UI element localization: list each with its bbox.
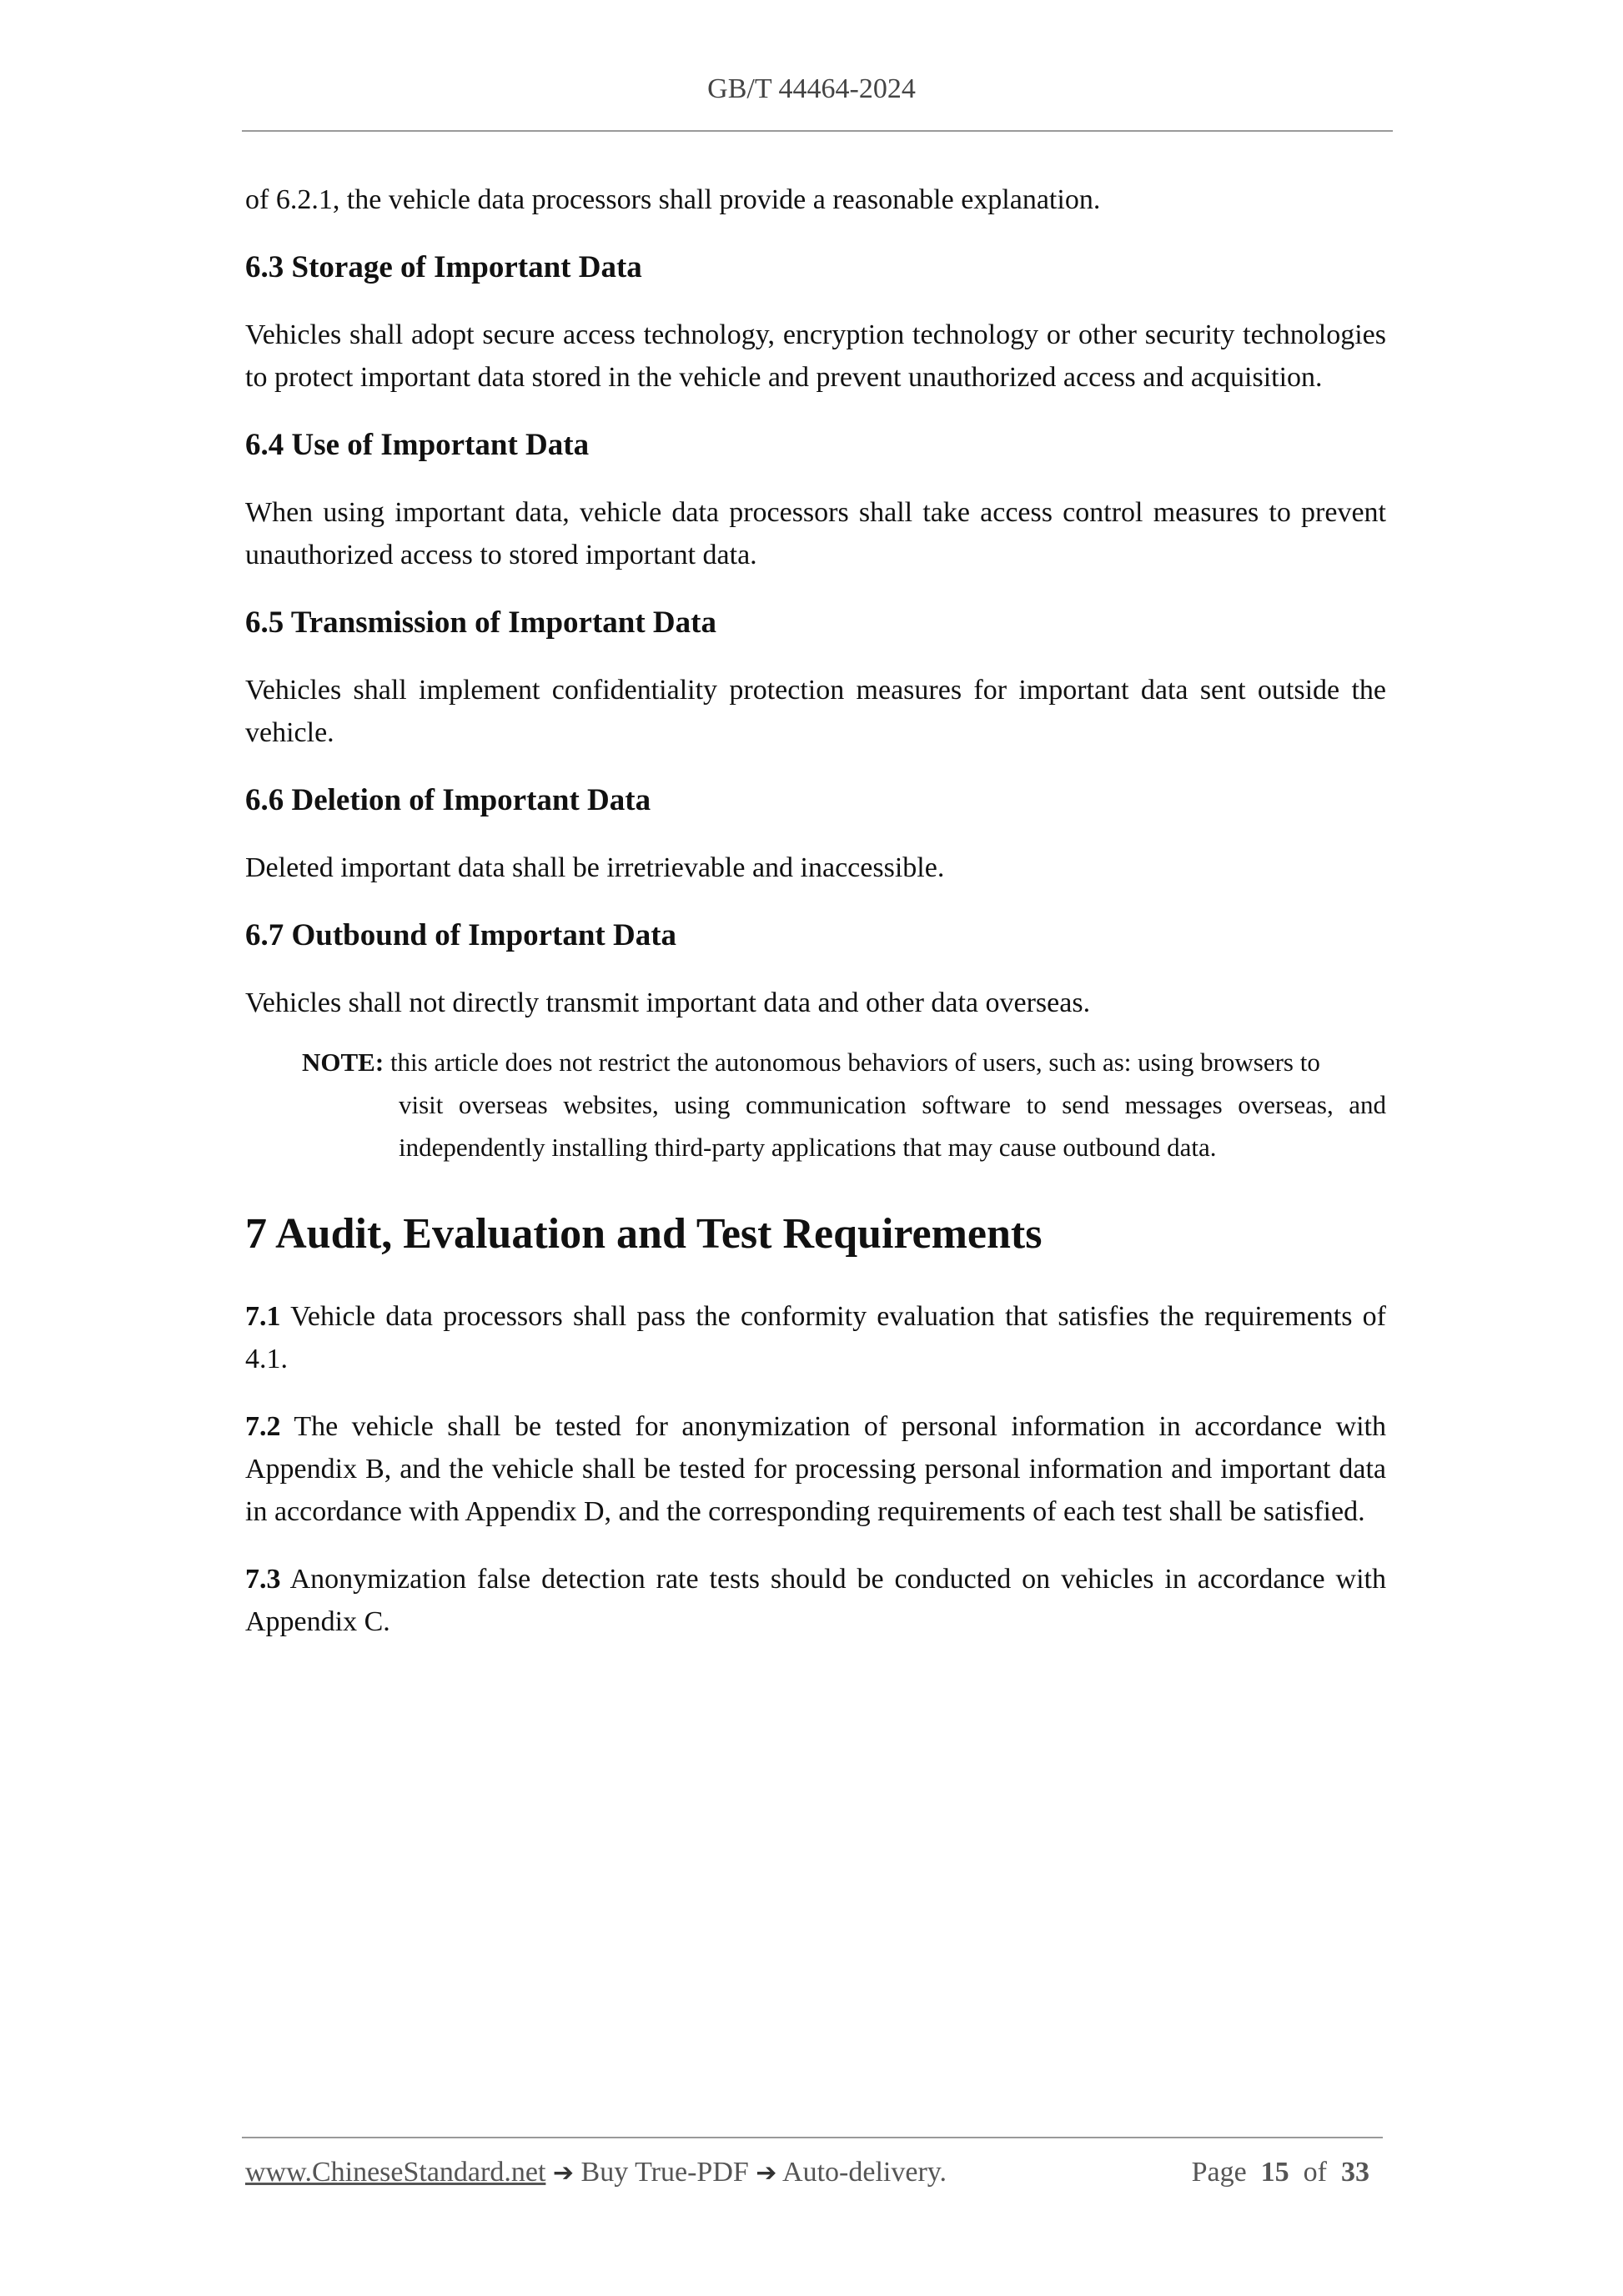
heading-6-3: 6.3 Storage of Important Data [245, 250, 642, 284]
heading-6-4: 6.4 Use of Important Data [245, 428, 590, 462]
paragraph-6-5: Vehicles shall implement confidentiality protection measures for important data sent outside the vehicle. [245, 675, 1386, 748]
clause-7-2-number: 7.2 [245, 1411, 281, 1442]
chapter-7-heading: 7 Audit, Evaluation and Test Requirements [245, 1210, 1043, 1258]
clause-7-3-text: Anonymization false detection rate tests should be conducted on vehicles in accordance with Appendix C. [245, 1564, 1387, 1637]
buy-true-pdf-text: Buy True-PDF [580, 2157, 749, 2188]
paragraph-6-6: Deleted important data shall be irretrievable and inaccessible. [245, 852, 945, 883]
clause-7-3 [245, 1558, 1386, 1643]
page-total: 33 [1341, 2157, 1369, 2188]
clause-7-2-text: The vehicle shall be tested for anonymization of personal information in accordance with Appendix B, and the vehicle shall be tested for processing personal information and important data in accordance with Appendix D, and the corresponding requirements of each test shall be satisfied. [245, 1411, 1387, 1527]
continuation-paragraph: of 6.2.1, the vehicle data processors shall provide a reasonable explanation. [245, 184, 1101, 215]
heading-6-7: 6.7 Outbound of Important Data [245, 918, 677, 952]
page-number: 15 [1260, 2157, 1289, 2188]
arrow-right-icon: ➔ [552, 2158, 575, 2188]
auto-delivery-text: Auto-delivery. [782, 2157, 947, 2188]
clause-7-1-number: 7.1 [245, 1301, 281, 1332]
footer-divider [242, 2137, 1383, 2138]
paragraph-6-3: Vehicles shall adopt secure access technology, encryption technology or other security technologies to protect important data stored in the vehicle and prevent unauthorized access and acquisition. [245, 319, 1386, 393]
note-continuation: visit overseas websites, using communication software to send messages overseas, and independently installing third-party applications that may cause outbound data. [399, 1090, 1386, 1162]
page-indicator [1192, 2157, 1376, 2188]
clause-7-1-text: Vehicle data processors shall pass the conformity evaluation that satisfies the requirements of 4.1. [245, 1301, 1386, 1374]
paragraph-6-7: Vehicles shall not directly transmit important data and other data overseas. [245, 987, 1091, 1018]
heading-6-6: 6.6 Deletion of Important Data [245, 783, 651, 817]
page-content [245, 178, 1386, 1643]
header-divider [242, 130, 1393, 132]
page-footer [245, 2157, 1376, 2188]
page-label: Page [1191, 2157, 1247, 2188]
heading-6-5: 6.5 Transmission of Important Data [245, 605, 716, 640]
chinese-standard-link[interactable]: www.ChineseStandard.net [245, 2157, 546, 2188]
note-block [302, 1041, 1386, 1168]
clause-7-1 [245, 1295, 1386, 1380]
clause-7-3-number: 7.3 [245, 1564, 281, 1595]
arrow-right-icon: ➔ [756, 2158, 777, 2188]
of-label: of [1303, 2157, 1327, 2188]
clause-7-2 [245, 1405, 1386, 1533]
paragraph-6-4: When using important data, vehicle data processors shall take access control measures to prevent unauthorized access to stored important data. [245, 497, 1386, 570]
document-code-header: GB/T 44464-2024 [707, 73, 916, 104]
note-label: NOTE: [302, 1048, 384, 1077]
note-first-line: this article does not restrict the autonomous behaviors of users, such as: using browsers to [389, 1048, 1320, 1077]
footer-left [245, 2157, 947, 2188]
